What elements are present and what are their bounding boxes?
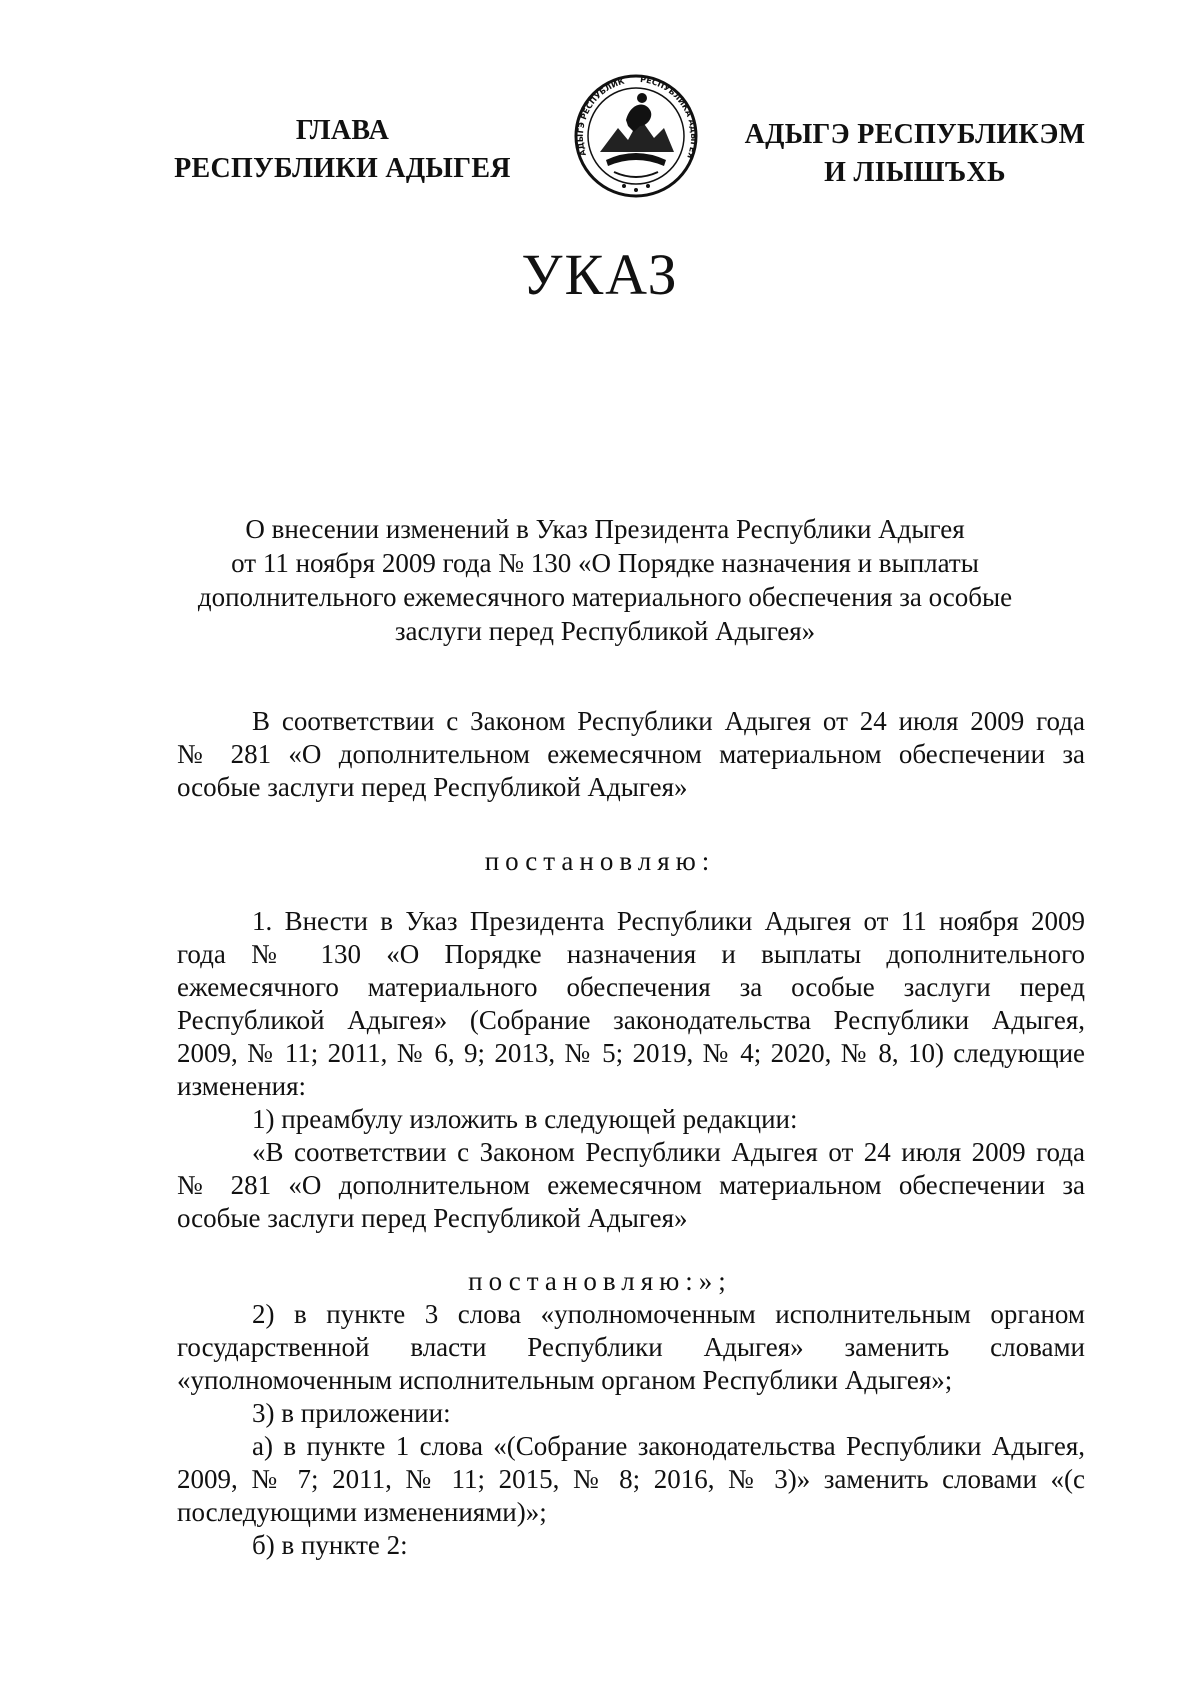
coat-of-arms-emblem bbox=[556, 60, 716, 200]
subitem-3a-line: 2009, № 7; 2011, № 11; 2015, № 8; 2016, № 3)» заменить словами «(с bbox=[177, 1464, 1085, 1494]
item-1-line: изменения: bbox=[177, 1071, 307, 1101]
subitem-1-quote-line: № 281 «О дополнительном ежемесячном материальном обеспечении за bbox=[177, 1170, 1085, 1200]
item-1-line: 2009, № 11; 2011, № 6, 9; 2013, № 5; 2019, № 4; 2020, № 8, 10) следующие bbox=[177, 1038, 1085, 1068]
header-left-line1: ГЛАВА bbox=[295, 115, 390, 146]
subitem-2-line: 2) в пункте 3 слова «уполномоченным исполнительным органом bbox=[252, 1299, 1085, 1329]
header-left bbox=[160, 112, 525, 188]
document-title: УКАЗ bbox=[521, 242, 679, 307]
subitem-3a-line: последующими изменениями)»; bbox=[177, 1497, 547, 1527]
item-1-line: года № 130 «О Порядке назначения и выплаты дополнительного bbox=[177, 939, 1085, 969]
decree-word-quoted: постановляю:»; bbox=[468, 1266, 732, 1296]
subject-line: О внесении изменений в Указ Президента Республики Адыгея bbox=[245, 514, 965, 544]
subitem-1-line: 1) преамбулу изложить в следующей редакции: bbox=[252, 1104, 798, 1134]
subitem-1-quote-line: особые заслуги перед Республикой Адыгея» bbox=[177, 1203, 688, 1233]
subitem-1-quote-line: «В соответствии с Законом Республики Адыгея от 24 июля 2009 года bbox=[252, 1137, 1085, 1167]
preamble-paragraph bbox=[177, 705, 1085, 804]
preamble-line: № 281 «О дополнительном ежемесячном материальном обеспечении за bbox=[177, 739, 1085, 769]
subject-line: от 11 ноября 2009 года № 130 «О Порядке назначения и выплаты bbox=[231, 548, 979, 578]
subitem-3a-line: а) в пункте 1 слова «(Собрание законодательства Республики Адыгея, bbox=[252, 1431, 1085, 1461]
header-right-line1: АДЫГЭ РЕСПУБЛИКЭМ bbox=[744, 119, 1086, 150]
item-1-line: Республикой Адыгея» (Собрание законодательства Республики Адыгея, bbox=[177, 1005, 1085, 1035]
emblem-text-left: АДЫГЭ РЕСПУБЛИК bbox=[575, 76, 626, 158]
subitem-3-line: 3) в приложении: bbox=[252, 1398, 451, 1428]
item-1-line: 1. Внести в Указ Президента Республики Адыгея от 11 ноября 2009 bbox=[252, 906, 1085, 936]
subject-line: заслуги перед Республикой Адыгея» bbox=[394, 616, 816, 646]
header-right bbox=[740, 116, 1090, 192]
decree-word: постановляю: bbox=[484, 846, 716, 876]
subitem-2-line: «уполномоченным исполнительным органом Республики Адыгея»; bbox=[177, 1365, 953, 1395]
header-left-line2: РЕСПУБЛИКИ АДЫГЕЯ bbox=[174, 153, 511, 184]
subitem-2-line: государственной власти Республики Адыгея» заменить словами bbox=[177, 1332, 1085, 1362]
subject-line: дополнительного ежемесячного материального обеспечения за особые bbox=[197, 582, 1013, 612]
item-1-line: ежемесячного материального обеспечения за особые заслуги перед bbox=[177, 972, 1085, 1002]
preamble-line: В соответствии с Законом Республики Адыгея от 24 июля 2009 года bbox=[252, 706, 1085, 736]
subitem-3b-line: б) в пункте 2: bbox=[252, 1530, 408, 1560]
decree-subject bbox=[150, 512, 1060, 648]
header-right-line2: И ЛІЫШЪХЬ bbox=[824, 157, 1006, 188]
item-1-paragraph bbox=[177, 905, 1085, 1235]
preamble-line: особые заслуги перед Республикой Адыгея» bbox=[177, 772, 688, 802]
subitems-paragraph bbox=[177, 1298, 1085, 1562]
emblem-text-right: РЕСПУБЛИКА АДЫГЕЯ bbox=[639, 74, 699, 160]
